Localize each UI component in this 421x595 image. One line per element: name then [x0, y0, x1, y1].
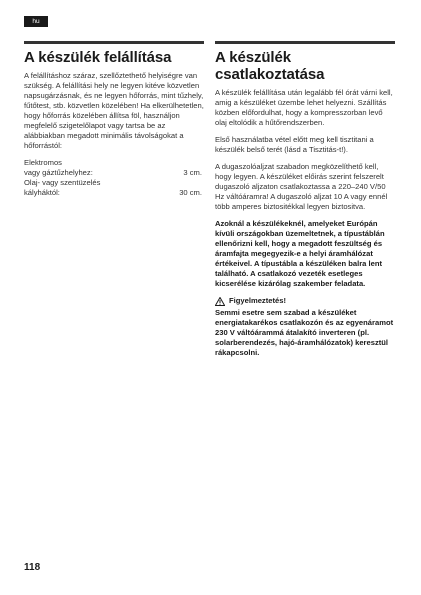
distance-label: kályháktól:: [24, 188, 60, 197]
setup-paragraph: A felállításhoz száraz, szellőztethető helyiségre van szükség. A felállítási hely ne legyen kitéve közvetlen napsugárzásnak, és ne legyen hőforrás, mint tűzhely, fűtőtest, stb. közvetlen közelében! Ha elkerülhetetlen, hogy hőforrás közelében állítsa föl, használjon megfelelő szigetelőlapot vagy tartsa be az alábbiakban megadott minimális távolságokat a hőforrástól:: [24, 71, 204, 150]
distance-value: 30 cm.: [179, 188, 202, 197]
distance-heading: Elektromos: [24, 158, 62, 167]
warning-triangle-icon: [215, 297, 225, 306]
distance-row: [24, 178, 204, 188]
section-rule: [24, 41, 204, 44]
distance-label: Olaj- vagy szentüzelés: [24, 178, 101, 187]
distance-row: [24, 168, 204, 178]
page-number: 118: [24, 562, 41, 573]
connection-paragraph-wait: A készülék felállítása után legalább fél órát várni kell, amig a készüléket üzembe lehet helyezni. Szállítás közben előfordulhat, hogy a kompresszorban levő olaj eltolódik a hűtőrendszerben.: [215, 88, 393, 127]
distance-row: [24, 188, 204, 198]
section-rule: [215, 41, 395, 44]
distance-value: [202, 178, 204, 188]
warning-heading-text: Figyelmeztetés!: [229, 296, 286, 305]
left-column: [24, 41, 204, 198]
distance-value: 3 cm.: [183, 168, 202, 177]
connection-paragraph-clean: Első használatba vétel előtt meg kell tisztitani a készülék belső terét (lásd a Tisztitás-t!).: [215, 135, 374, 154]
connection-paragraph-rating-plate: Azoknál a készülékeknél, amelyeket Európán kívüli országokban üzemeltetnek, a típustáblán ellenőrizni kell, hogy a megadott feszültség és áramfajta megegyezik-e a helyi áramhálózat értékeivel. A típustábla a készüléken balra lent található. A csatlakozó vezeték esetleges kicserélése kizárólag szakember feladata.: [215, 219, 385, 288]
section-title-setup: A készülék felállítása: [24, 49, 172, 66]
distance-table: [24, 158, 204, 198]
connection-paragraph-socket: A dugaszolóaljzat szabadon megközelíthető kell, hogy legyen. A készüléket előirás szerint felszerelt dugaszoló aljzaton csatlakoztassa a 220–240 V/50 Hz váltóáramra! A dugaszoló aljzat 10 A vagy ennél több amperes biztositékkal legyen biztositva.: [215, 162, 388, 211]
warning-text: Semmi esetre sem szabad a készüléket energiatakarékos csatlakozón és az egyenáramot 230 V váltóárammá átalakító inverteren (pl. solarberendezés, hajó-áramhálózatok) keresztül rákapcsolni.: [215, 308, 394, 357]
distance-label: vagy gáztűzhelyhez:: [24, 168, 93, 177]
right-column: [215, 41, 395, 365]
section-title-connection: A készülék csatlakoztatása: [215, 49, 325, 83]
warning-heading: [215, 296, 395, 306]
language-tab: hu: [24, 16, 48, 27]
